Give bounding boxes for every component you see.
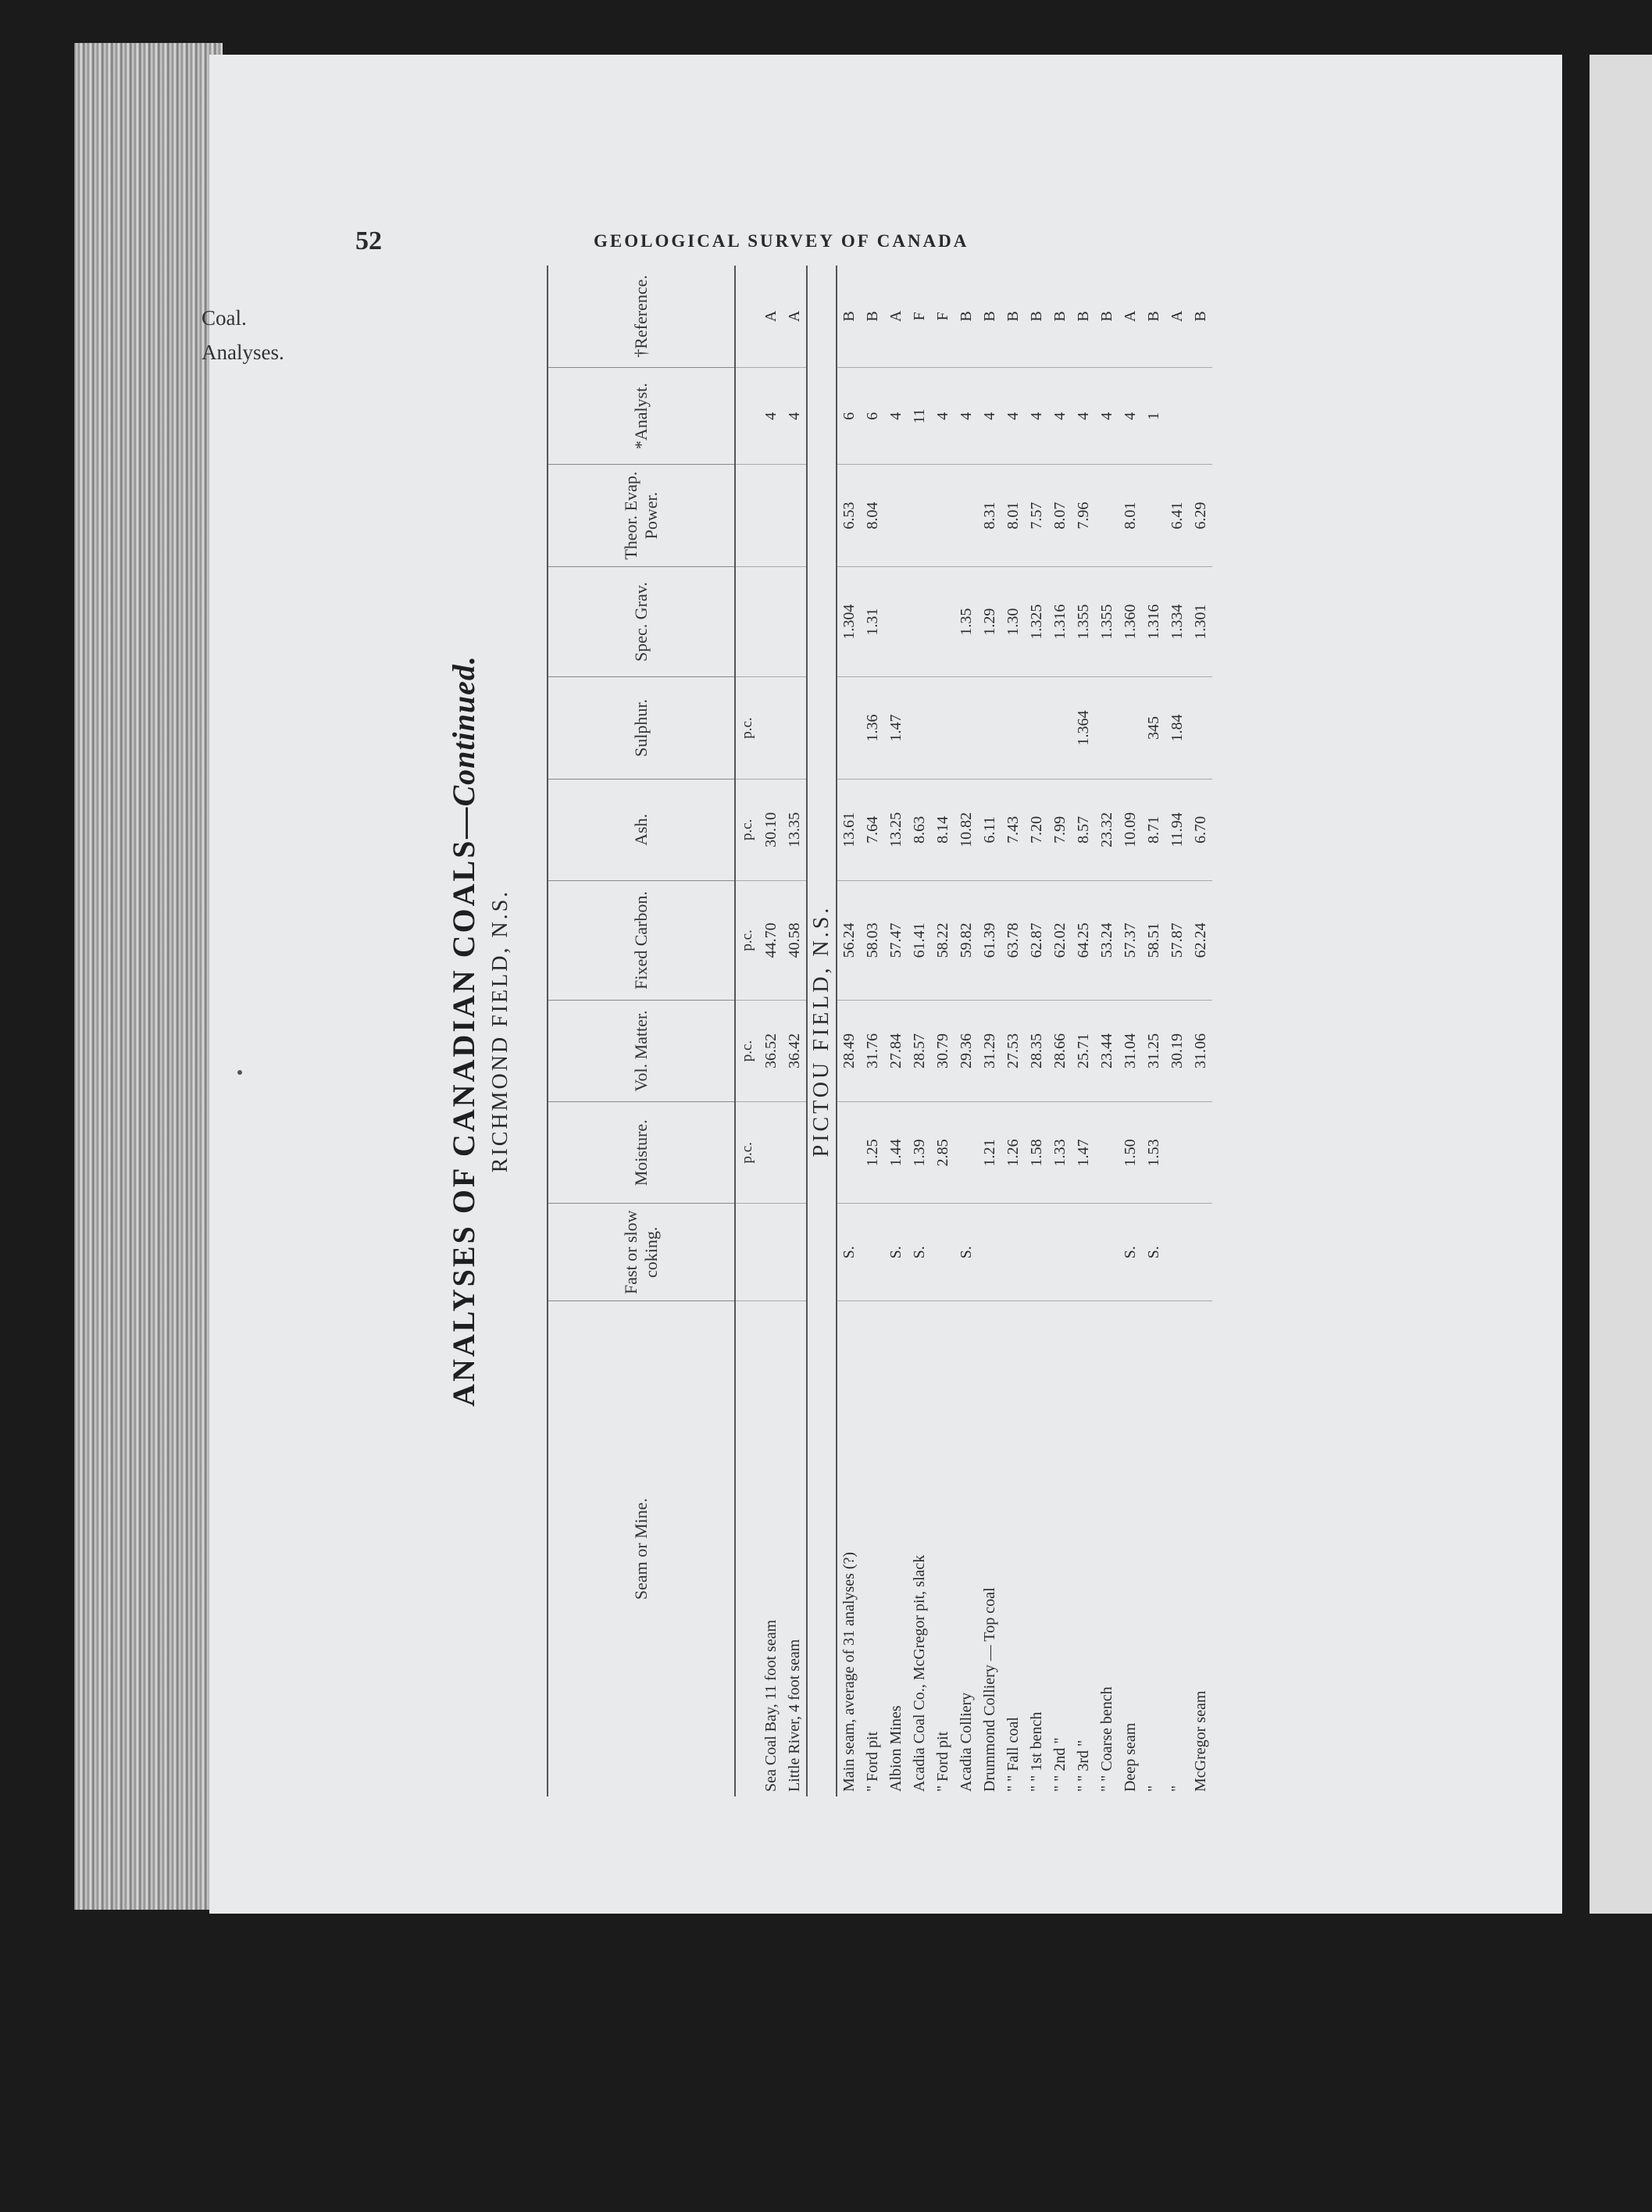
moist-cell <box>1165 1102 1189 1204</box>
ref-cell: B <box>1051 311 1069 322</box>
vol-cell: 31.06 <box>1189 1000 1212 1101</box>
ash-cell: 23.32 <box>1095 779 1119 880</box>
sulph-cell <box>1119 677 1142 779</box>
vol-cell: 23.44 <box>1095 1000 1119 1101</box>
sulph-cell <box>1095 677 1119 779</box>
anal-cell: 4 <box>954 367 978 465</box>
margin-note <box>202 301 284 369</box>
unit-row <box>735 266 759 1796</box>
spg-cell <box>908 566 931 677</box>
sulph-cell <box>1001 677 1025 779</box>
vol-cell: 36.52 <box>759 1000 783 1101</box>
table-body <box>735 266 1212 1796</box>
anal-cell: 6 <box>861 367 884 465</box>
evap-cell: 7.96 <box>1072 465 1095 566</box>
unit-cell: p.c. <box>735 1102 759 1204</box>
ref-cell: A <box>785 310 803 323</box>
seam-cell: Acadia Colliery <box>954 1301 978 1796</box>
ink-speck <box>237 1070 242 1075</box>
table-row <box>1142 266 1165 1796</box>
sulph-cell <box>759 677 783 779</box>
seam-cell: Sea Coal Bay, 11 foot seam <box>759 1301 783 1796</box>
evap-cell <box>1095 465 1119 566</box>
vol-cell: 27.53 <box>1001 1000 1025 1101</box>
vol-cell: 31.29 <box>978 1000 1001 1101</box>
evap-cell: 8.07 <box>1048 465 1072 566</box>
pictou-section-row <box>807 266 837 1796</box>
vol-cell: 30.79 <box>931 1000 954 1101</box>
seam-cell: " <box>1165 1301 1189 1796</box>
spg-cell: 1.316 <box>1048 566 1072 677</box>
fixed-cell: 59.82 <box>954 880 978 1000</box>
ash-cell: 7.20 <box>1025 779 1048 880</box>
spg-cell: 1.304 <box>837 566 861 677</box>
ref-cell: F <box>933 312 951 321</box>
fixed-cell: 58.22 <box>931 880 954 1000</box>
fast-cell: S. <box>1119 1204 1142 1301</box>
coal-analyses-table <box>547 266 1212 1796</box>
unit-cell: p.c. <box>735 1000 759 1101</box>
vol-cell: 30.19 <box>1165 1000 1189 1101</box>
evap-cell: 6.41 <box>1165 465 1189 566</box>
fixed-cell: 56.24 <box>837 880 861 1000</box>
unit-cell <box>735 465 759 566</box>
unit-cell <box>735 367 759 465</box>
spg-cell: 1.355 <box>1095 566 1119 677</box>
fast-cell: S. <box>908 1204 931 1301</box>
table-row <box>1165 266 1189 1796</box>
fixed-cell: 63.78 <box>1001 880 1025 1000</box>
page-number: 52 <box>355 227 382 255</box>
evap-cell: 6.29 <box>1189 465 1212 566</box>
fast-cell: S. <box>1142 1204 1165 1301</box>
ash-cell: 13.61 <box>837 779 861 880</box>
ash-cell: 13.35 <box>783 779 807 880</box>
anal-cell: 4 <box>931 367 954 465</box>
sulph-cell <box>978 677 1001 779</box>
evap-cell: 8.31 <box>978 465 1001 566</box>
fixed-cell: 44.70 <box>759 880 783 1000</box>
unit-cell <box>735 266 759 367</box>
fixed-cell: 57.47 <box>884 880 908 1000</box>
anal-cell: 4 <box>783 367 807 465</box>
seam-cell: Albion Mines <box>884 1301 908 1796</box>
ash-cell: 7.43 <box>1001 779 1025 880</box>
moist-cell: 1.53 <box>1142 1102 1165 1204</box>
fixed-cell: 61.39 <box>978 880 1001 1000</box>
fixed-cell: 40.58 <box>783 880 807 1000</box>
table-row <box>954 266 978 1796</box>
vol-cell: 31.76 <box>861 1000 884 1101</box>
evap-cell: 8.04 <box>861 465 884 566</box>
moist-cell: 1.21 <box>978 1102 1001 1204</box>
vol-cell: 31.04 <box>1119 1000 1142 1101</box>
ref-cell: B <box>1097 311 1115 322</box>
vol-cell: 36.42 <box>783 1000 807 1101</box>
rotated-table-block <box>445 266 1468 1796</box>
vol-cell: 25.71 <box>1072 1000 1095 1101</box>
table-row <box>1189 266 1212 1796</box>
table-header-row <box>548 266 735 1796</box>
fast-cell <box>931 1204 954 1301</box>
continued-label: —Continued. <box>446 655 481 839</box>
ash-cell: 13.25 <box>884 779 908 880</box>
seam-cell: " Ford pit <box>861 1301 884 1796</box>
unit-cell: p.c. <box>735 779 759 880</box>
moist-cell: 2.85 <box>931 1102 954 1204</box>
seam-cell: Main seam, average of 31 analyses (?) <box>837 1301 861 1796</box>
seam-cell: Drummond Colliery — Top coal <box>978 1301 1001 1796</box>
moist-cell <box>759 1102 783 1204</box>
anal-cell: 4 <box>978 367 1001 465</box>
ref-cell: B <box>1144 311 1162 322</box>
unit-cell <box>735 1204 759 1301</box>
anal-cell: 4 <box>1072 367 1095 465</box>
seam-cell: McGregor seam <box>1189 1301 1212 1796</box>
table-row <box>837 266 861 1796</box>
spg-cell: 1.30 <box>1001 566 1025 677</box>
ref-cell: B <box>980 311 998 322</box>
table-titles <box>445 266 539 1796</box>
unit-cell: p.c. <box>735 677 759 779</box>
ref-cell: B <box>840 311 858 322</box>
anal-cell: 4 <box>1095 367 1119 465</box>
ash-cell: 11.94 <box>1165 779 1189 880</box>
evap-cell: 7.57 <box>1025 465 1048 566</box>
fast-cell <box>759 1204 783 1301</box>
page-header <box>0 227 1652 258</box>
table-row <box>1001 266 1025 1796</box>
spg-cell: 1.355 <box>1072 566 1095 677</box>
seam-cell: Acadia Coal Co., McGregor pit, slack <box>908 1301 931 1796</box>
moist-cell <box>783 1102 807 1204</box>
table-row <box>861 266 884 1796</box>
spg-cell: 1.360 <box>1119 566 1142 677</box>
richmond-field-title: RICHMOND FIELD, N.S. <box>488 889 512 1173</box>
table-row <box>1048 266 1072 1796</box>
spg-cell <box>759 566 783 677</box>
fixed-cell: 64.25 <box>1072 880 1095 1000</box>
ash-cell: 6.70 <box>1189 779 1212 880</box>
fast-cell: S. <box>884 1204 908 1301</box>
fast-cell <box>978 1204 1001 1301</box>
sulph-cell: 1.36 <box>861 677 884 779</box>
spec-grav-column-header: Spec. Grav. <box>548 566 735 677</box>
spg-cell: 1.325 <box>1025 566 1048 677</box>
table-row <box>931 266 954 1796</box>
evap-cell: 8.01 <box>1001 465 1025 566</box>
evap-cell <box>931 465 954 566</box>
seam-cell: " <box>1142 1301 1165 1796</box>
moisture-column-header: Moisture. <box>548 1102 735 1204</box>
margin-note-line2: Analyses. <box>202 341 284 364</box>
moist-cell <box>837 1102 861 1204</box>
analyst-column-header: *Analyst. <box>548 367 735 465</box>
sulph-cell <box>1025 677 1048 779</box>
vol-cell: 31.25 <box>1142 1000 1165 1101</box>
sulph-cell: 345 <box>1142 677 1165 779</box>
sulph-cell <box>1189 677 1212 779</box>
ash-cell: 10.09 <box>1119 779 1142 880</box>
pictou-field-title: PICTOU FIELD, N.S. <box>807 266 837 1796</box>
evap-cell <box>783 465 807 566</box>
anal-cell: 4 <box>1025 367 1048 465</box>
moist-cell: 1.39 <box>908 1102 931 1204</box>
moist-cell <box>954 1102 978 1204</box>
moist-cell: 1.26 <box>1001 1102 1025 1204</box>
moist-cell <box>1095 1102 1119 1204</box>
sulph-cell <box>783 677 807 779</box>
fixed-cell: 57.37 <box>1119 880 1142 1000</box>
anal-cell: 4 <box>1119 367 1142 465</box>
spg-cell: 1.316 <box>1142 566 1165 677</box>
unit-cell <box>735 1301 759 1796</box>
seam-cell: " " 2nd " <box>1048 1301 1072 1796</box>
ash-cell: 30.10 <box>759 779 783 880</box>
anal-cell <box>1165 367 1189 465</box>
spg-cell: 1.334 <box>1165 566 1189 677</box>
table-row <box>1119 266 1142 1796</box>
fixed-cell: 58.51 <box>1142 880 1165 1000</box>
table-row <box>1072 266 1095 1796</box>
sulph-cell <box>954 677 978 779</box>
fixed-cell: 61.41 <box>908 880 931 1000</box>
sulphur-column-header: Sulphur. <box>548 677 735 779</box>
table-row <box>1095 266 1119 1796</box>
evap-cell: 6.53 <box>837 465 861 566</box>
anal-cell: 4 <box>1001 367 1025 465</box>
anal-cell: 6 <box>837 367 861 465</box>
fast-cell <box>783 1204 807 1301</box>
table-row <box>884 266 908 1796</box>
seam-cell: " " Coarse bench <box>1095 1301 1119 1796</box>
ref-cell: B <box>1191 311 1209 322</box>
spg-cell <box>931 566 954 677</box>
seam-cell: Little River, 4 foot seam <box>783 1301 807 1796</box>
moist-cell <box>1189 1102 1212 1204</box>
fast-cell: S. <box>837 1204 861 1301</box>
running-title: GEOLOGICAL SURVEY OF CANADA <box>594 231 969 251</box>
fixed-carbon-column-header: Fixed Carbon. <box>548 880 735 1000</box>
vol-cell: 28.57 <box>908 1000 931 1101</box>
sulph-cell: 1.84 <box>1165 677 1189 779</box>
sulph-cell <box>908 677 931 779</box>
fast-cell <box>1001 1204 1025 1301</box>
ref-cell: B <box>1074 311 1092 322</box>
evap-cell: 8.01 <box>1119 465 1142 566</box>
ref-cell: B <box>1027 311 1045 322</box>
ash-cell: 8.57 <box>1072 779 1095 880</box>
fixed-cell: 62.24 <box>1189 880 1212 1000</box>
table-main-title: ANALYSES OF CANADIAN COALS—Continued. <box>446 655 481 1407</box>
fast-cell <box>1165 1204 1189 1301</box>
table-row <box>1025 266 1048 1796</box>
table-row <box>783 266 807 1796</box>
ref-cell: B <box>863 311 881 322</box>
anal-cell: 4 <box>884 367 908 465</box>
seam-cell: " Ford pit <box>931 1301 954 1796</box>
anal-cell: 4 <box>759 367 783 465</box>
moist-cell: 1.58 <box>1025 1102 1048 1204</box>
spg-cell: 1.35 <box>954 566 978 677</box>
vol-cell: 28.35 <box>1025 1000 1048 1101</box>
seam-cell: " " 1st bench <box>1025 1301 1048 1796</box>
fast-cell: S. <box>954 1204 978 1301</box>
moist-cell: 1.25 <box>861 1102 884 1204</box>
ash-cell: 7.99 <box>1048 779 1072 880</box>
fixed-cell: 62.87 <box>1025 880 1048 1000</box>
vol-cell: 29.36 <box>954 1000 978 1101</box>
ash-cell: 8.71 <box>1142 779 1165 880</box>
vol-cell: 28.49 <box>837 1000 861 1101</box>
evap-cell <box>884 465 908 566</box>
spg-cell <box>884 566 908 677</box>
table-row <box>759 266 783 1796</box>
ash-cell: 7.64 <box>861 779 884 880</box>
fast-cell <box>1048 1204 1072 1301</box>
vol-matter-column-header: Vol. Matter. <box>548 1000 735 1101</box>
ref-cell: A <box>762 310 780 323</box>
fast-cell <box>1189 1204 1212 1301</box>
seam-cell: Deep seam <box>1119 1301 1142 1796</box>
moist-cell: 1.50 <box>1119 1102 1142 1204</box>
anal-cell: 11 <box>908 367 931 465</box>
anal-cell: 1 <box>1142 367 1165 465</box>
evap-cell <box>954 465 978 566</box>
ash-cell: 8.14 <box>931 779 954 880</box>
sulph-cell: 1.47 <box>884 677 908 779</box>
unit-cell <box>735 566 759 677</box>
fast-cell <box>1025 1204 1048 1301</box>
table-row <box>908 266 931 1796</box>
evap-cell <box>908 465 931 566</box>
ash-cell: 8.63 <box>908 779 931 880</box>
ash-cell: 10.82 <box>954 779 978 880</box>
ash-cell: 6.11 <box>978 779 1001 880</box>
spg-cell <box>783 566 807 677</box>
ref-cell: B <box>957 311 975 322</box>
moist-cell: 1.47 <box>1072 1102 1095 1204</box>
sulph-cell <box>1048 677 1072 779</box>
sulph-cell <box>931 677 954 779</box>
facing-page-edge <box>1590 55 1652 1914</box>
seam-column-header: Seam or Mine. <box>548 1301 735 1796</box>
fast-coking-column-header: Fast or slow coking. <box>548 1204 735 1301</box>
table-row <box>978 266 1001 1796</box>
moist-cell: 1.44 <box>884 1102 908 1204</box>
vol-cell: 28.66 <box>1048 1000 1072 1101</box>
fixed-cell: 58.03 <box>861 880 884 1000</box>
vol-cell: 27.84 <box>884 1000 908 1101</box>
sulph-cell: 1.364 <box>1072 677 1095 779</box>
evap-cell <box>1142 465 1165 566</box>
ref-cell: A <box>1121 310 1139 323</box>
book-page-edges <box>74 43 223 1910</box>
ash-column-header: Ash. <box>548 779 735 880</box>
spg-cell: 1.31 <box>861 566 884 677</box>
anal-cell <box>1189 367 1212 465</box>
ref-cell: A <box>1168 310 1186 323</box>
ref-cell: A <box>887 310 904 323</box>
unit-cell: p.c. <box>735 880 759 1000</box>
evap-cell <box>759 465 783 566</box>
anal-cell: 4 <box>1048 367 1072 465</box>
spg-cell: 1.301 <box>1189 566 1212 677</box>
fixed-cell: 53.24 <box>1095 880 1119 1000</box>
fast-cell <box>1072 1204 1095 1301</box>
sulph-cell <box>837 677 861 779</box>
fixed-cell: 57.87 <box>1165 880 1189 1000</box>
ref-cell: B <box>1004 311 1022 322</box>
reference-column-header: †Reference. <box>548 266 735 367</box>
moist-cell: 1.33 <box>1048 1102 1072 1204</box>
evap-power-column-header: Theor. Evap. Power. <box>548 465 735 566</box>
spg-cell: 1.29 <box>978 566 1001 677</box>
margin-note-line1: Coal. <box>202 306 247 330</box>
seam-cell: " " Fall coal <box>1001 1301 1025 1796</box>
ref-cell: F <box>910 312 928 321</box>
fast-cell <box>861 1204 884 1301</box>
fixed-cell: 62.02 <box>1048 880 1072 1000</box>
seam-cell: " " 3rd " <box>1072 1301 1095 1796</box>
fast-cell <box>1095 1204 1119 1301</box>
